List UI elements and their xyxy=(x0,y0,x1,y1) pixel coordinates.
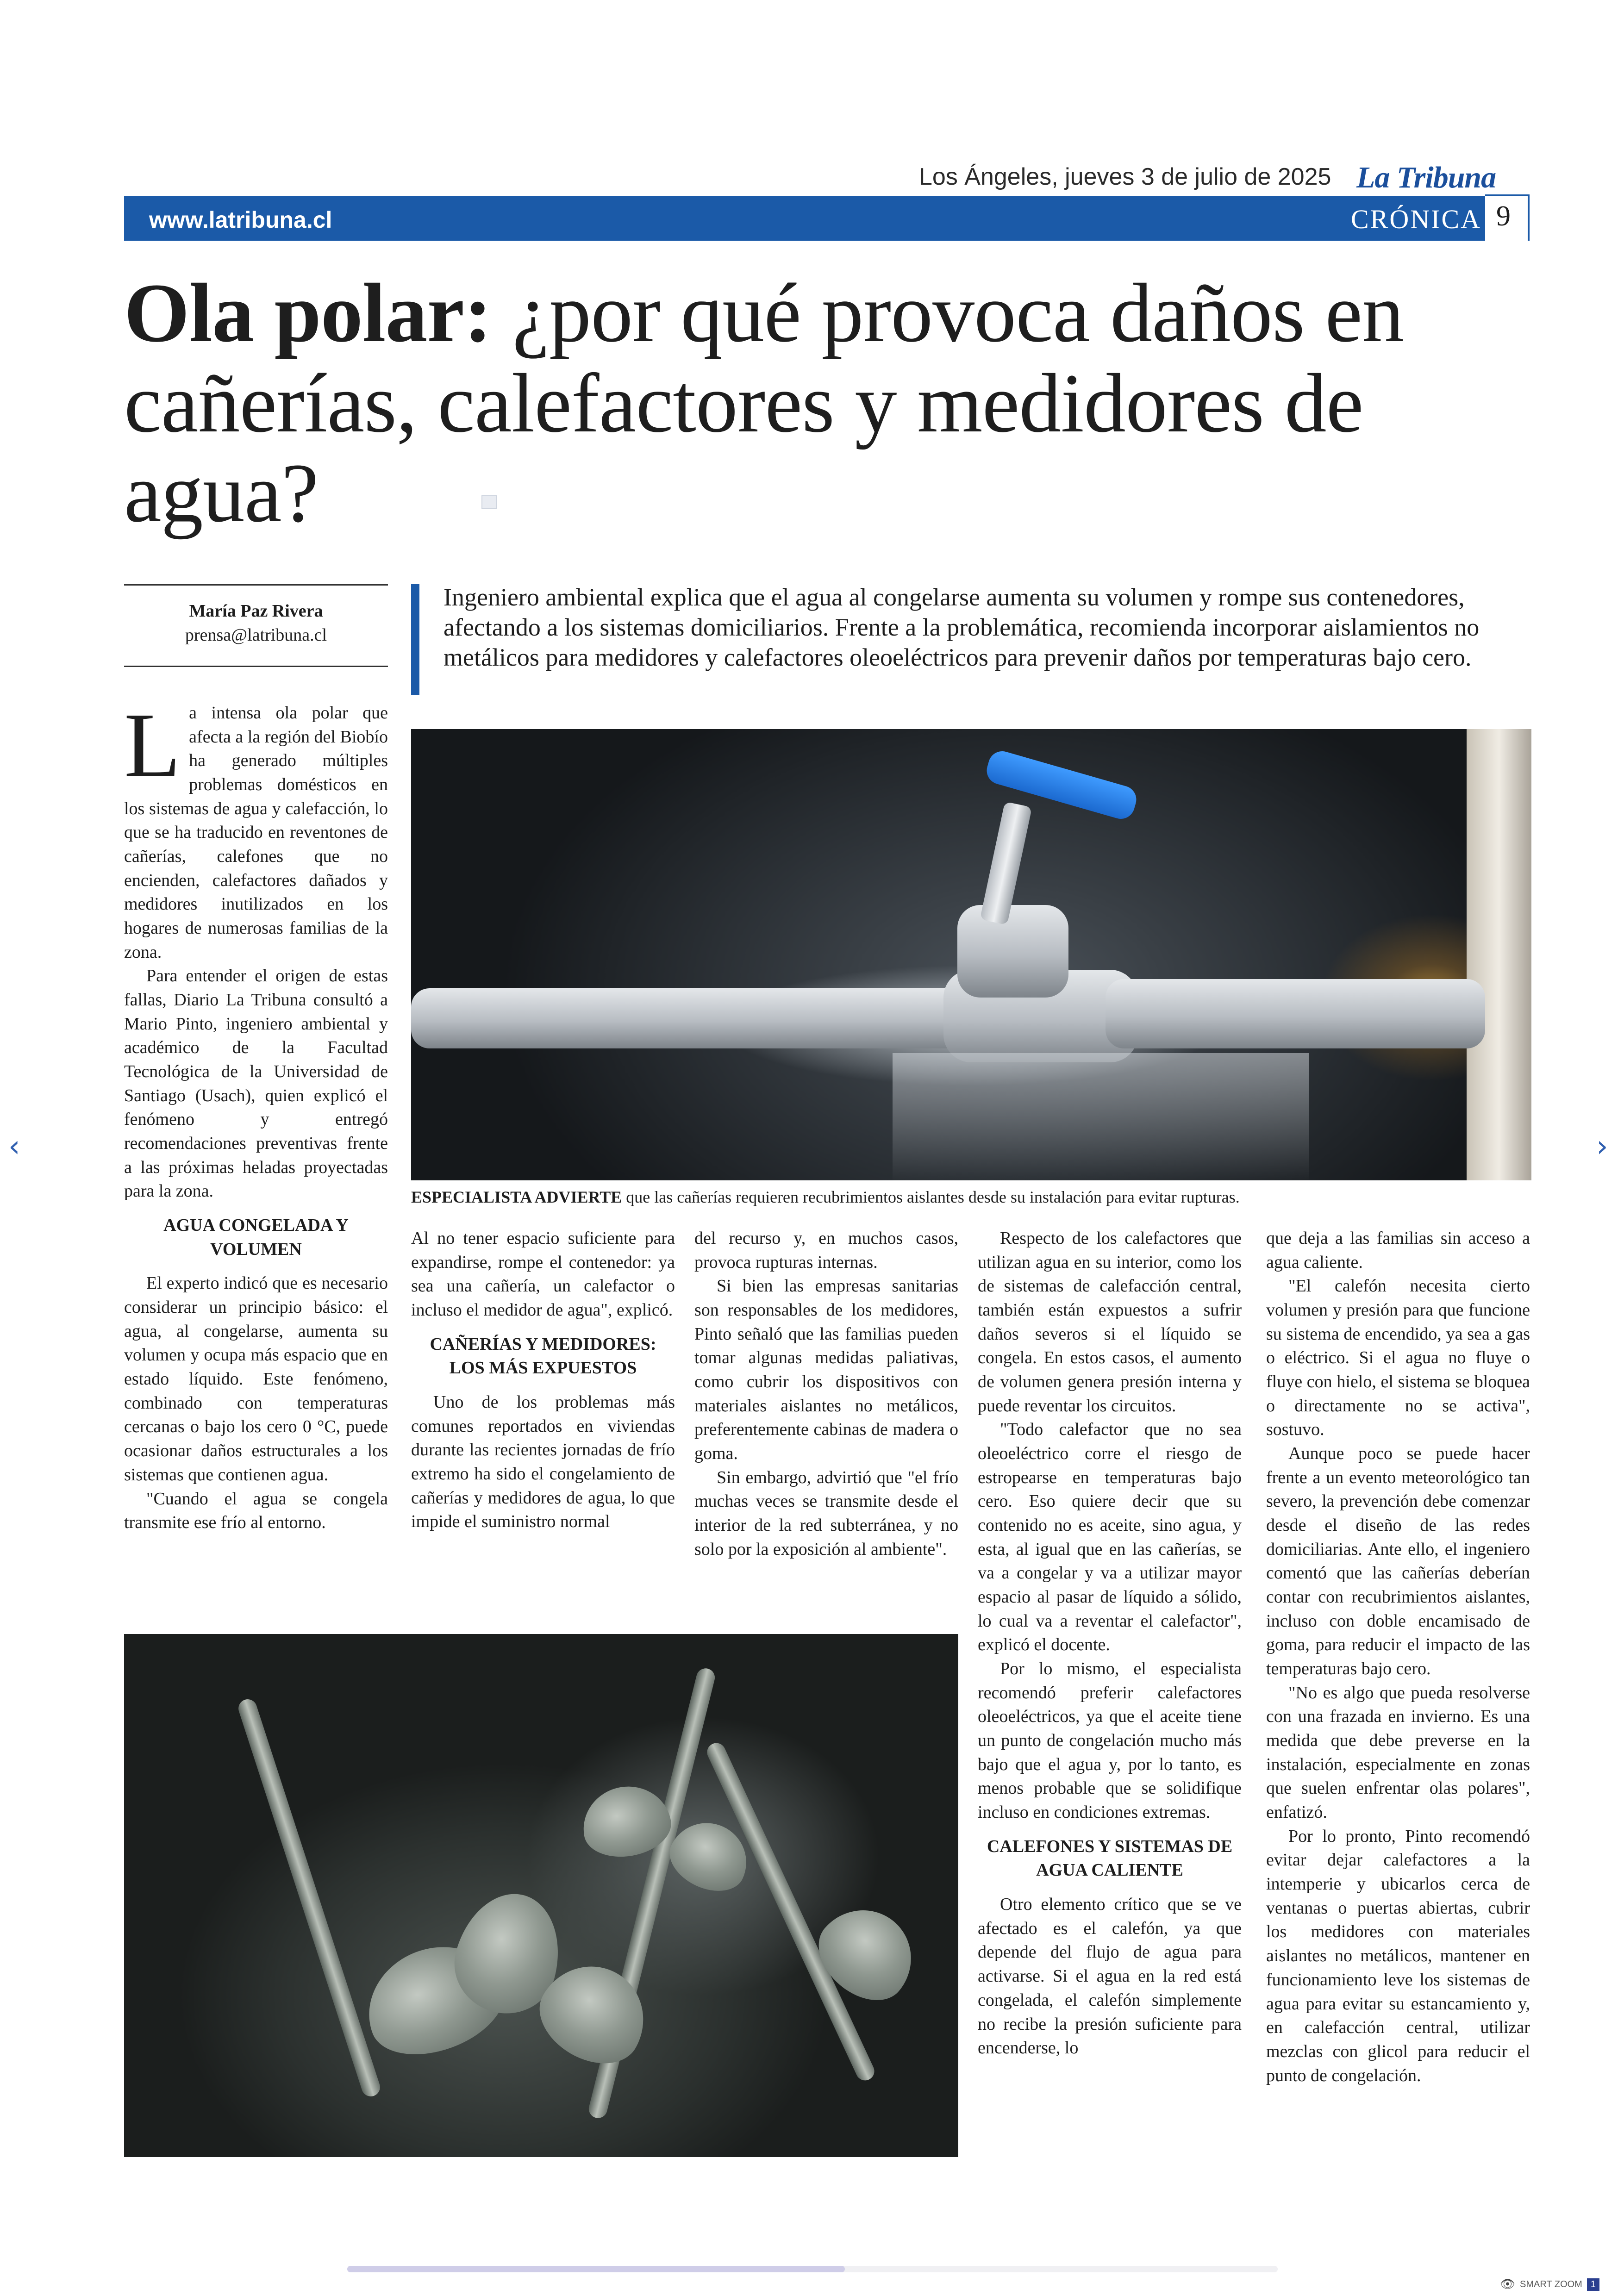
byline-rule-bottom xyxy=(124,666,388,667)
photo-wall xyxy=(1467,729,1531,1180)
article-column-5 xyxy=(1266,1227,1530,2088)
next-page-chevron-icon[interactable]: › xyxy=(1596,1129,1608,1164)
lead-accent-bar xyxy=(411,584,419,695)
drop-cap: L xyxy=(124,694,181,797)
subheading-agua-congelada: AGUA CONGELADA Y VOLUMEN xyxy=(163,1216,349,1259)
caption-text: que las cañerías requieren recubrimientos aislantes desde su instalación para evitar rupturas. xyxy=(622,1188,1240,1206)
frosted-plants-photo xyxy=(124,1634,958,2157)
caption-head: ESPECIALISTA ADVIERTE xyxy=(411,1188,622,1206)
subheading-canerias-medidores: CAÑERÍAS Y MEDIDORES: LOS MÁS EXPUESTOS xyxy=(430,1334,656,1378)
photo-icicles xyxy=(893,1053,1309,1180)
article-paragraph xyxy=(124,694,388,964)
photo-valve-top xyxy=(957,905,1068,998)
embedded-marker-icon xyxy=(481,495,497,509)
article-paragraph: que deja a las familias sin acceso a agua caliente. xyxy=(1266,1229,1530,1272)
page-number: 9 xyxy=(1496,200,1511,232)
smart-zoom-control[interactable] xyxy=(1500,2276,1599,2292)
headline xyxy=(124,268,1531,539)
article-column-4 xyxy=(978,1227,1242,2060)
smart-zoom-count-badge: 1 xyxy=(1587,2278,1599,2291)
article-column-3 xyxy=(694,1227,958,1561)
eye-icon: 👁 xyxy=(1500,2277,1516,2291)
article-paragraph: "No es algo que pueda resolverse con una frazada en invierno. Es una medida que debe preverse en la instalación, especialmente en zonas que suelen enfrentar olas polares", enfatizó. xyxy=(1266,1683,1530,1822)
dateline: Los Ángeles, jueves 3 de julio de 2025 xyxy=(919,163,1331,190)
byline-rule-top xyxy=(124,584,388,586)
article-paragraph: Al no tener espacio suficiente para expandirse, rompe el contenedor: ya sea una cañería, un calefactor o incluso el medidor de agua", explicó. xyxy=(411,1229,675,1320)
photo-grass-blade xyxy=(236,1697,382,2099)
headline-rest: ¿por qué provoca daños en cañerías, calefactores y medidores de agua? xyxy=(124,267,1404,540)
article-paragraph: "Todo calefactor que no sea oleoeléctrico corre el riesgo de estropearse en temperaturas bajo cero. Eso quiere decir que su contenido no es aceite, sino agua, y esta, al igual que en las cañerías, se va a congelar y va a utilizar mayor espacio al pasar de líquido a sólido, lo cual va a reventar el calefactor", explicó el docente. xyxy=(978,1420,1242,1655)
article-paragraph: Respecto de los calefactores que utilizan agua en su interior, como los de sistemas de calefacción central, también están expuestos a sufrir daños severos si el líquido se congela. En estos casos, el aumento de volumen genera presión interna y puede reventar los circuitos. xyxy=(978,1229,1242,1416)
article-paragraph: Si bien las empresas sanitarias son responsables de los medidores, Pinto señaló que las familias pueden tomar algunas medidas paliativas, como cubrir los dispositivos con materiales aislantes no metálicos, preferentemente cabinas de madera o goma. xyxy=(694,1276,958,1464)
brand-logo: La Tribuna xyxy=(1356,161,1496,194)
article-column-1 xyxy=(124,694,388,1535)
smart-zoom-label: SMART ZOOM xyxy=(1520,2279,1582,2289)
paragraph-text: a intensa ola polar que afecta a la región del Biobío ha generado múltiples problemas domésticos en los sistemas de agua y calefacción, lo que se ha traducido en reventones de cañerías, calefones que no encienden, calefactores dañados y medidores inutilizados en los hogares de numerosas familias de la zona. xyxy=(124,703,388,962)
article-lead: Ingeniero ambiental explica que el agua al congelarse aumenta su volumen y rompe sus contenedores, afectando a los sistemas domiciliarios. Frente a la problemática, recomienda incorporar aislamientos no metálicos para medidores y calefactores oleoeléctricos para prevenir daños por temperaturas bajo cero. xyxy=(443,583,1480,671)
prev-page-chevron-icon[interactable]: ‹ xyxy=(8,1129,20,1164)
website-link[interactable]: www.latribuna.cl xyxy=(149,207,332,233)
photo-pipe-left xyxy=(411,988,990,1048)
article-paragraph: Por lo pronto, Pinto recomendó evitar dejar calefactores a la intemperie y ubicarlos cerca de ventanas o puertas abiertas, cubrir los medidores con materiales aislantes no metálicos, mantener en funcionamiento leve los sistemas de agua para evitar su estancamiento y, en calefacción central, utilizar mezclas con glicol para reducir el punto de congelación. xyxy=(1266,1826,1530,2085)
article-paragraph: Otro elemento crítico que se ve afectado es el calefón, ya que depende del flujo de agua para activarse. Si el agua en la red está congelada, el calefón simplemente no recibe la presión suficiente para encenderse, lo xyxy=(978,1895,1242,2058)
article-paragraph: Aunque poco se puede hacer frente a un evento meteorológico tan severo, la prevención debe comenzar desde el diseño de las redes domiciliarias. Ante ello, el ingeniero comentó que las cañerías deberían contar con recubrimientos aislantes, incluso con doble encamisado de goma, para reducir el impacto de las temperaturas bajo cero. xyxy=(1266,1444,1530,1679)
headline-bold: Ola polar: xyxy=(124,267,492,360)
section-label: CRÓNICA xyxy=(1351,204,1482,234)
article-column-2 xyxy=(411,1227,675,1534)
article-paragraph: "El calefón necesita cierto volumen y presión para que funcione su sistema de encendido, ya sea a gas o eléctrico. Si el agua no fluye o fluye con hielo, el sistema se bloquea o directamente no se activa", sostuvo. xyxy=(1266,1276,1530,1440)
article-paragraph: Uno de los problemas más comunes reportados en viviendas durante las recientes jornadas de frío extremo ha sido el congelamiento de cañerías y medidores de agua, lo que impide el suministro normal xyxy=(411,1392,675,1532)
article-paragraph: Para entender el origen de estas fallas, Diario La Tribuna consultó a Mario Pinto, ingeniero ambiental y académico de la Facultad Tecnológica de la Universidad de Santiago (Usach), quien explicó el fenómeno y entregó recomendaciones preventivas frente a las próximas heladas proyectadas para la zona. xyxy=(124,966,388,1201)
article-paragraph: "Cuando el agua se congela transmite ese frío al entorno. xyxy=(124,1489,388,1533)
page-scrollbar-thumb[interactable] xyxy=(347,2266,845,2272)
article-paragraph: Por lo mismo, el especialista recomendó preferir calefactores oleoeléctricos, ya que el aceite tiene un punto de congelación mucho más bajo que el agua y, por lo tanto, es menos probable que se solidifique incluso en condiciones extremas. xyxy=(978,1659,1242,1822)
subheading-calefones: CALEFONES Y SISTEMAS DE AGUA CALIENTE xyxy=(987,1836,1233,1880)
article-paragraph: del recurso y, en muchos casos, provoca rupturas internas. xyxy=(694,1229,958,1272)
article-paragraph: Sin embargo, advirtió que "el frío muchas veces se transmite desde el interior de la red subterránea, y no solo por la exposición al ambiente". xyxy=(694,1467,958,1559)
frozen-pipe-photo xyxy=(411,729,1531,1180)
photo-caption xyxy=(411,1187,1531,1207)
byline-email[interactable]: prensa@latribuna.cl xyxy=(185,625,327,645)
article-paragraph: El experto indicó que es necesario considerar un principio básico: el agua, al congelarse, aumenta su volumen y ocupa más espacio que en estado líquido. Este fenómeno, combinado con temperaturas cercanas o bajo los cero 0 °C, puede ocasionar daños estructurales a los sistemas que contienen agua. xyxy=(124,1273,388,1484)
photo-pipe-right xyxy=(1106,979,1485,1048)
byline-author: María Paz Rivera xyxy=(189,601,323,621)
